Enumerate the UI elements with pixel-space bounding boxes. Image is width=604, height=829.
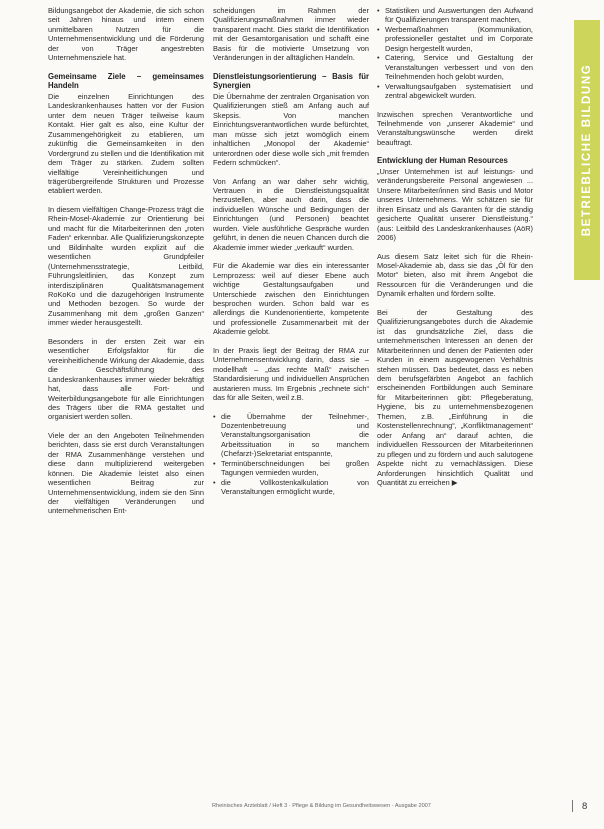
bullet-item: • Verwaltungsaufgaben systematisiert und zentral abgewickelt wurden.: [377, 82, 533, 101]
footer-divider: [572, 800, 573, 812]
section-side-tab: [574, 20, 600, 280]
paragraph: Die Übernahme der zentralen Organisation von Qualifizierungen stieß am Anfang auch auf Skepsis. Von manchen Einrichtungsverantwortlichen wurde befürchtet, man müsse sich jetzt womöglich einem inhaltlichen „Monopol der Akademie“ unterordnen oder diese wolle sich „mit fremden Federn schmücken“.: [213, 91, 369, 168]
paragraph: scheidungen im Rahmen der Qualifizierungsmaßnahmen immer wieder transparent macht. Dies stärkt die Identifikation mit der Gesamtorganisation und schafft eine Basis für die motivierte Umsetzung von Veränderungen in der alltäglichen Handeln.: [213, 6, 369, 63]
section-heading: Gemeinsame Ziele – gemeinsames Handeln: [48, 71, 204, 91]
paragraph: Aus diesem Satz leitet sich für die Rhein-Mosel-Akademie ab, dass sie das „Öl für den Motor“ bieten, also mit ihrem Angebot die Ressourcen für die Veränderungen und die Dynamik erhalten und fördern sollte.: [377, 251, 533, 299]
paragraph: Von Anfang an war daher sehr wichtig, Vertrauen in die Dienstleistungsqualität herzustellen, aber auch darin, dass die individuellen Wünsche und Bedingungen der Einrichtungen (und Personen) beachtet wurden. Viele ausführliche Gespräche wurden geführt, in denen die neuen Chancen durch die Akademie immer wieder „verkauft“ wurden.: [213, 176, 369, 252]
paragraph: In diesem vielfältigen Change-Prozess trägt die Rhein-Mosel-Akademie zur Orientierung bei und macht für die Mitarbeiterinnen den „roten Faden“ erkennbar. Alle Qualifizierungskonzepte und Bildinhalte wurden explizit auf die wesentlichen Grundpfeiler (Unternehmensstrategie, Leitbild, Führungsleitlinien, das Konzept zum interdisziplinären Qualitätsmanagement RoKoKo und die dazugehörigen Instrumente und Methoden bezogen. So wurde der Zusammenhang mit dem „großen Ganzen“ immer wieder herausgestellt.: [48, 204, 204, 328]
paragraph: Für die Akademie war dies ein interessanter Lernprozess: weil auf dieser Ebene auch wichtige Gestaltungsaufgaben und Unterschiede zwischen den Einrichtungen besprochen wurden. Schon bald war es allerdings die Kundenorientierte, kompetente und professionelle Zusammenarbeit mit der Akademie gelobt.: [213, 261, 369, 337]
paragraph: Bei der Gestaltung des Qualifizierungsangebotes durch die Akademie ist das grundsätzliche Ziel, dass die unternehmerischen Interessen an denen der Mitarbeiterinnen und denen der Patienten oder Kunden in einem ausgewogenen Verhältnis stehen müssen. Das bedeutet, dass es neben dem berufsgefärbten Angebot an fachlich erscheinenden Fortbildungen auch Seminare für Mitarbeiterinnen gibt: Pflegeberatung, Hygiene, bis zu unternehmensbezogenen Themen, z.B. „Einführung in die Kostenstellenrechnung“, „Konfliktmanagement“ oder Anfang an“ darauf achten, die individuellen Ressourcen der Mitarbeiterinnen zu pflegen und zu fördern und auch salutogene Aspekte nicht zu vernachlässigen. Diese Anforderungen hinsichtlich Qualität und Quantität zu erreichen ▶: [377, 307, 533, 487]
text-column-1: [48, 6, 204, 525]
text-column-2: [213, 6, 369, 506]
bullet-list: [213, 412, 369, 497]
bullet-item: • die Vollkostenkalkulation von Veranstaltungen ermöglicht wurde,: [213, 478, 369, 497]
bullet-list: [377, 6, 533, 101]
page-number: 8: [582, 801, 588, 812]
bullet-item: • die Übernahme der Teilnehmer-, Dozentenbetreuung und Veranstaltungsorganisation die Arbeitssituation in so manchem (Chefarzt-)Sekretariat entspannte,: [213, 412, 369, 459]
section-side-tab-label: BETRIEBLICHE BILDUNG: [581, 63, 593, 237]
paragraph: Besonders in der ersten Zeit war ein wesentlicher Erfolgsfaktor für die vereinheitlichende Wirkung der Akademie, dass die Geschäftsführung des Landeskrankenhauses immer wieder bekräftigt hat, dass alle Fort- und Weiterbildungsangebote für alle Einrichtungen des Trägers über die RMA gestaltet und organisiert werden sollen.: [48, 336, 204, 422]
paragraph: Bildungsangebot der Akademie, die sich schon seit Jahren hinaus und intern einem unmittelbaren Nutzen für die Unternehmensentwicklung und die Förderung der von Träger angestrebten Unternehmensziele hat.: [48, 6, 204, 63]
paragraph: Inzwischen sprechen Verantwortliche und Teilnehmende von „unserer Akademie“ und Veranstaltungswünsche werden direkt beauftragt.: [377, 109, 533, 147]
bullet-item: • Statistiken und Auswertungen den Aufwand für Qualifizierungen transparent machten,: [377, 6, 533, 25]
paragraph: Viele der an den Angeboten Teilnehmenden berichten, dass sie erst durch Veranstaltungen der RMA Zusammenhänge verstehen und diese dann multiplizierend weitergeben können. Die Akademie leistet also einen wesentlichen Beitrag zur Unternehmensentwicklung, indem sie den Sinn der vielfältigen Veränderungen und unternehmerischen Ent-: [48, 430, 204, 516]
paragraph: In der Praxis liegt der Beitrag der RMA zur Unternehmensentwicklung darin, dass sie – modellhaft – „das rechte Maß“ zwischen Standardisierung und individuellen Ansprüchen austarieren muss. Im Ergebnis „rechnete sich“ das für alle Seiten, weil z.B.: [213, 345, 369, 403]
section-heading: Entwicklung der Human Resources: [377, 156, 508, 166]
paragraph: „Unser Unternehmen ist auf leistungs- und veränderungsbereite Personal angewiesen ... Unsere Mitarbeiter/innen sind Basis und Motor unseres Unternehmens. Wir schätzen sie für ihren Einsatz und als Garanten für die ständig gesicherte Qualität unserer Dienstleistung.“ (aus: Leitbild des Landeskrankenhauses (AöR) 2006): [377, 166, 533, 243]
text-column-3: [377, 6, 533, 496]
page-footer: Rheinisches Ärzteblatt / Heft 3 · Pflege & Bildung im Gesundheitswesen · Ausgabe 2007: [212, 803, 431, 809]
bullet-item: • Catering, Service und Gestaltung der Veranstaltungen verbessert und von den Teilnehmenden hoch gelobt wurden,: [377, 53, 533, 81]
bullet-item: • Werbemaßnahmen (Kommunikation, professioneller gestaltet und im Corporate Design hergestellt wurden,: [377, 25, 533, 53]
bullet-item: • Terminüberschneidungen bei großen Tagungen vermieden wurden,: [213, 459, 369, 478]
section-heading: Dienstleistungsorientierung – Basis für Synergien: [213, 71, 369, 91]
paragraph: Die einzelnen Einrichtungen des Landeskrankenhauses hatten vor der Fusion unter dem neuen Träger teilweise kaum Kontakt. Hier galt es also, eine Kultur der Zusammengehörigkeit zu etablieren, um zukünftig die Gemeinsamkeiten in den Vordergrund zu stellen und die Identifikation mit dem Träger zu stärken. Zudem sollten vielfältige Vereinheitlichungen und trägerübergreifende Strukturen und Prozesse etabliert werden.: [48, 91, 204, 196]
